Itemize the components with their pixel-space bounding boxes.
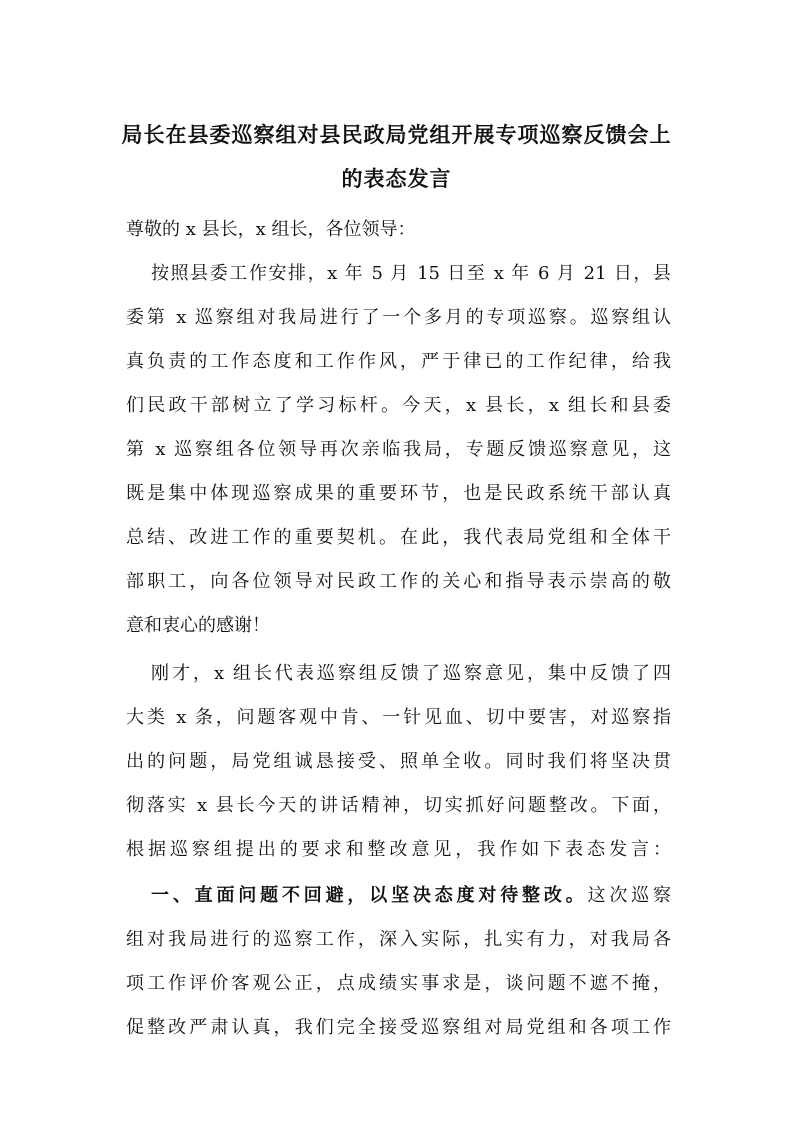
- paragraph-1-line-4: 们民政干部树立了学习标杆。今天，x 县长，x 组长和县委: [126, 395, 671, 416]
- section-heading-1: 一、直面问题不回避，以坚决态度对待整改。: [151, 885, 588, 906]
- paragraph-1-line-5: 第 x 巡察组各位领导再次亲临我局，专题反馈巡察意见，这: [126, 439, 671, 460]
- paragraph-3-line-2: 组对我局进行的巡察工作，深入实际，扎实有力，对我局各: [126, 929, 671, 950]
- paragraph-2-line-3: 出的问题，局党组诚恳接受、照单全收。同时我们将坚决贯: [126, 751, 671, 772]
- paragraph-2-line-4: 彻落实 x 县长今天的讲话精神，切实抓好问题整改。下面，: [126, 795, 671, 816]
- paragraph-3-line-4: 促整改严肃认真，我们完全接受巡察组对局党组和各项工作: [126, 1017, 671, 1038]
- paragraph-1-line-9: 意和衷心的感谢！: [126, 615, 270, 636]
- paragraph-2-line-2: 大类 x 条，问题客观中肯、一针见血、切中要害，对巡察指: [126, 707, 671, 728]
- paragraph-1-line-3: 真负责的工作态度和工作作风，严于律已的工作纪律，给我: [126, 351, 671, 372]
- paragraph-1-line-8: 部职工，向各位领导对民政工作的关心和指导表示崇高的敬: [126, 571, 671, 592]
- document-title-line-1: 局长在县委巡察组对县民政局党组开展专项巡察反馈会上: [121, 122, 672, 147]
- paragraph-3-line-1: [151, 878, 671, 914]
- paragraph-1-line-6: 既是集中体现巡察成果的重要环节，也是民政系统干部认真: [126, 483, 671, 504]
- paragraph-1-line-1: 按照县委工作安排，x 年 5 月 15 日至 x 年 6 月 21 日，县: [151, 263, 671, 284]
- paragraph-1-line-7: 总结、改进工作的重要契机。在此，我代表局党组和全体干: [126, 527, 671, 548]
- paragraph-2-line-1: 刚才，x 组长代表巡察组反馈了巡察意见，集中反馈了四: [151, 663, 671, 684]
- paragraph-3-line-3: 项工作评价客观公正，点成绩实事求是，谈问题不遮不掩，: [126, 973, 671, 994]
- paragraph-1-line-2: 委第 x 巡察组对我局进行了一个多月的专项巡察。巡察组认: [126, 307, 671, 328]
- salutation: 尊敬的 x 县长，x 组长，各位领导：: [126, 219, 416, 240]
- paragraph-2-line-5: 根据巡察组提出的要求和整改意见，我作如下表态发言：: [126, 839, 671, 860]
- document-title-line-2: 的表态发言: [341, 166, 452, 191]
- paragraph-3-lead-rest: 这次巡察: [587, 885, 672, 906]
